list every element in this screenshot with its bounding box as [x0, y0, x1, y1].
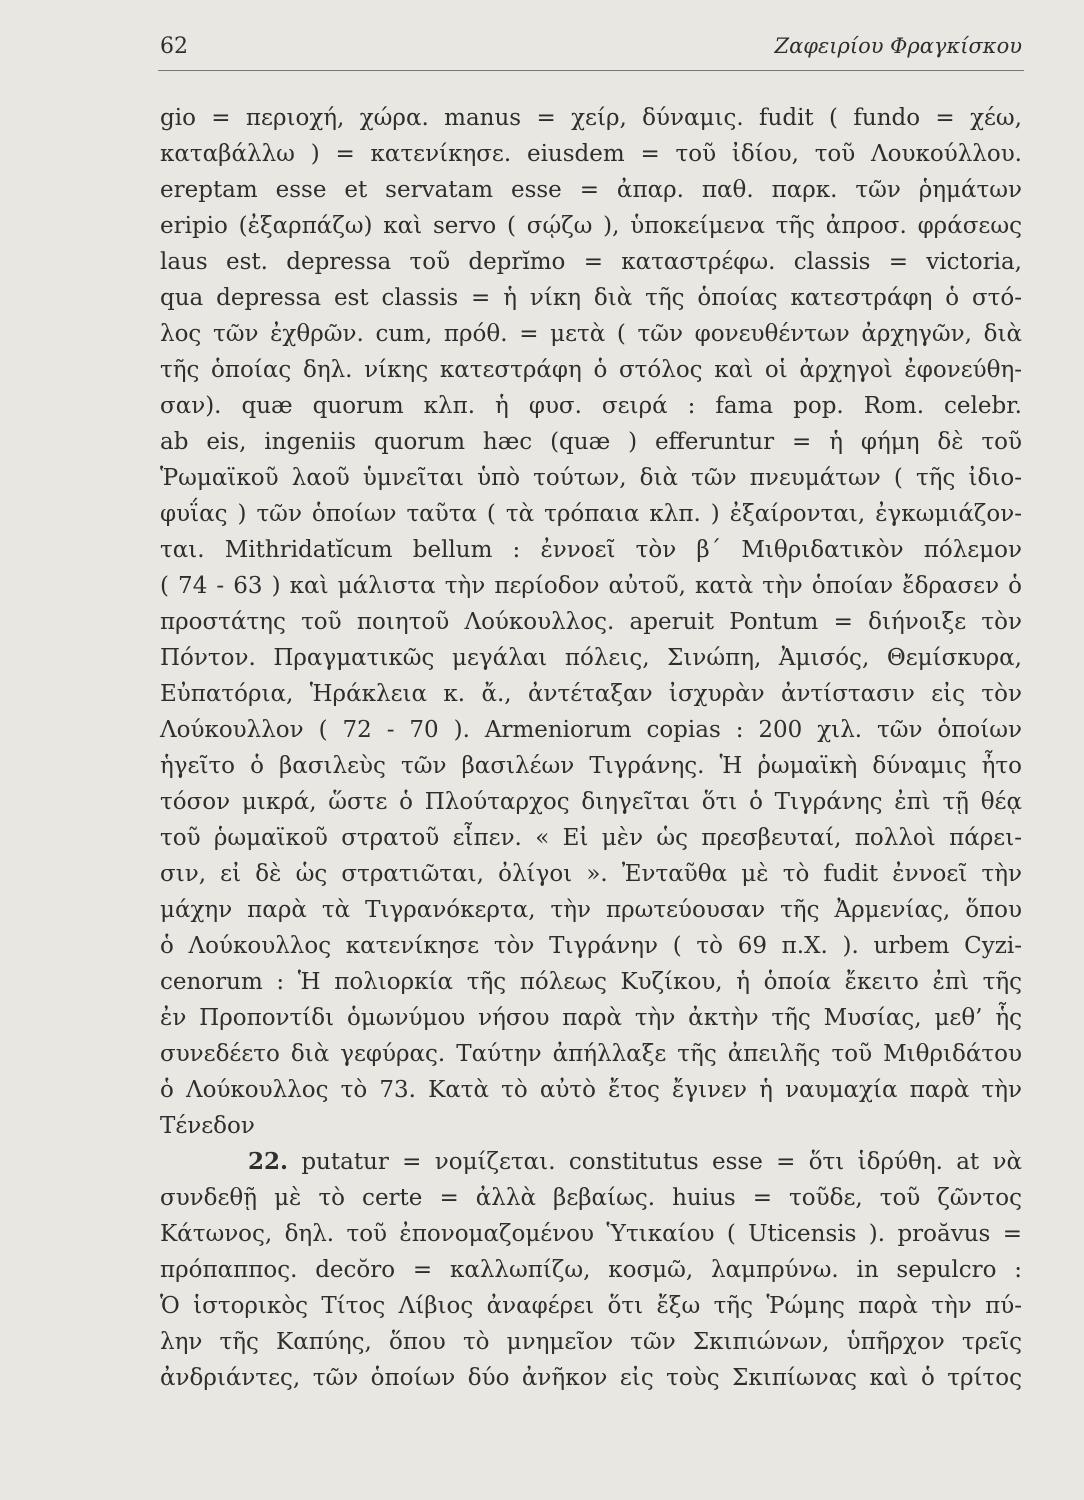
text-line: ( 74 - 63 ) καὶ μάλιστα τὴν περίοδον αὐτοῦ, κατὰ τὴν ὁποίαν ἔδρασεν ὁ [160, 573, 1022, 599]
text-line: λην τῆς Καπύης, ὅπου τὸ μνημεῖον τῶν Σκιπιώνων, ὑπῆρχον τρεῖς [160, 1329, 1022, 1355]
text-line: συνδεθῇ μὲ τὸ certe = ἀλλὰ βεβαίως. huius = τοῦδε, τοῦ ζῶντος [160, 1185, 1022, 1211]
text-line: ὁ Λούκουλλος τὸ 73. Κατὰ τὸ αὐτὸ ἔτος ἔγινεν ἡ ναυμαχία παρὰ τὴν [160, 1077, 1022, 1103]
text-line: ἡγεῖτο ὁ βασιλεὺς τῶν βασιλέων Τιγράνης. Ἡ ῥωμαϊκὴ δύναμις ἦτο [160, 753, 1022, 779]
text-line: Πόντον. Πραγματικῶς μεγάλαι πόλεις, Σινώπη, Ἀμισός, Θεμίσκυρα, [160, 645, 1022, 671]
text-line: σαν). quæ quorum κλπ. ἡ φυσ. σειρά : fama pop. Rom. celebr. [160, 393, 1022, 419]
text-line: ἐν Προποντίδι ὁμωνύμου νήσου παρὰ τὴν ἀκτὴν τῆς Μυσίας, μεθ’ ἧς [160, 1005, 1022, 1031]
text-line: ereptam esse et servatam esse = ἀπαρ. παθ. παρκ. τῶν ῥημάτων [160, 177, 1022, 203]
text-line [160, 1144, 1022, 1180]
text-line: σιν, εἰ δὲ ὡς στρατιῶται, ὀλίγοι ». Ἐνταῦθα μὲ τὸ fudit ἐννοεῖ τὴν [160, 861, 1022, 887]
text-line: προστάτης τοῦ ποιητοῦ Λούκουλλος. aperuit Pontum = διήνοιξε τὸν [160, 609, 1022, 635]
text-line: πρόπαππος. decŏro = καλλωπίζω, κοσμῶ, λαμπρύνω. in sepulcro : [160, 1257, 1022, 1283]
text-line: τῆς ὁποίας δηλ. νίκης κατεστράφη ὁ στόλος καὶ οἱ ἀρχηγοὶ ἐφονεύθη- [160, 357, 1022, 383]
text-line: qua depressa est classis = ἡ νίκη διὰ τῆς ὁποίας κατεστράφη ὁ στό- [160, 285, 1022, 311]
text-line: καταβάλλω ) = κατενίκησε. eiusdem = τοῦ ἰδίου, τοῦ Λουκούλλου. [160, 141, 1022, 167]
running-head: Ζαφειρίου Φραγκίσκου [774, 34, 1022, 58]
paragraph-notes-22 [160, 1144, 1022, 1396]
note-number: 22. [248, 1148, 289, 1175]
text-line: ὁ Λούκουλλος κατενίκησε τὸν Τιγράνην ( τὸ 69 π.Χ. ). urbem Cyzi- [160, 933, 1022, 959]
header-rule [158, 70, 1024, 71]
text-line: τοῦ ῥωμαϊκοῦ στρατοῦ εἶπεν. « Εἰ μὲν ὡς πρεσβευταί, πολλοὶ πάρει- [160, 825, 1022, 851]
text-line: cenorum : Ἡ πολιορκία τῆς πόλεως Κυζίκου, ἡ ὁποία ἔκειτο ἐπὶ τῆς [160, 969, 1022, 995]
line-text: putatur = νομίζεται. constitutus esse = ὅτι ἱδρύθη. at νὰ [301, 1149, 1022, 1175]
page-number: 62 [160, 34, 188, 59]
text-line: Ῥωμαϊκοῦ λαοῦ ὑμνεῖται ὑπὸ τούτων, διὰ τῶν πνευμάτων ( τῆς ἰδιο- [160, 465, 1022, 491]
text-line: gio = περιοχή, χώρα. manus = χείρ, δύναμις. fudit ( fundo = χέω, [160, 105, 1022, 131]
page-body [160, 100, 1022, 1396]
text-line: Εὐπατόρια, Ἡράκλεια κ. ἄ., ἀντέταξαν ἰσχυρὰν ἀντίστασιν εἰς τὸν [160, 681, 1022, 707]
text-line: ab eis, ingeniis quorum hæc (quæ ) efferuntur = ἡ φήμη δὲ τοῦ [160, 429, 1022, 455]
text-line: eripio (ἐξαρπάζω) καὶ servo ( σῴζω ), ὑποκείμενα τῆς ἀπροσ. φράσεως [160, 213, 1022, 239]
text-line: μάχην παρὰ τὰ Τιγρανόκερτα, τὴν πρωτεύουσαν τῆς Ἀρμενίας, ὅπου [160, 897, 1022, 923]
text-line: τόσον μικρά, ὥστε ὁ Πλούταρχος διηγεῖται ὅτι ὁ Τιγράνης ἐπὶ τῇ θέᾳ [160, 789, 1022, 815]
text-line: λος τῶν ἐχθρῶν. cum, πρόθ. = μετὰ ( τῶν φονευθέντων ἀρχηγῶν, διὰ [160, 321, 1022, 347]
text-line: ἀνδριάντες, τῶν ὁποίων δύο ἀνῆκον εἰς τοὺς Σκιπίωνας καὶ ὁ τρίτος [160, 1365, 1022, 1391]
text-line: ται. Mithridatĭcum bellum : ἐννοεῖ τὸν β΄ Μιθριδατικὸν πόλεμον [160, 537, 1022, 563]
text-line: συνεδέετο διὰ γεφύρας. Ταύτην ἀπήλλαξε τῆς ἀπειλῆς τοῦ Μιθριδάτου [160, 1041, 1022, 1067]
text-line: Λούκουλλον ( 72 - 70 ). Armeniorum copias : 200 χιλ. τῶν ὁποίων [160, 717, 1022, 743]
text-line: Κάτωνος, δηλ. τοῦ ἐπονομαζομένου Ὑτικαίου ( Uticensis ). proăvus = [160, 1221, 1022, 1247]
text-line: Ὁ ἱστορικὸς Τίτος Λίβιος ἀναφέρει ὅτι ἔξω τῆς Ῥώμης παρὰ τὴν πύ- [160, 1293, 1022, 1319]
text-line: φυΐας ) τῶν ὁποίων ταῦτα ( τὰ τρόπαια κλπ. ) ἐξαίρονται, ἐγκωμιάζον- [160, 501, 1022, 527]
paragraph-notes-21 [160, 100, 1022, 1144]
text-line: laus est. depressa τοῦ deprĭmo = καταστρέφω. classis = victoria, [160, 249, 1022, 275]
text-line: Τένεδον [160, 1113, 255, 1139]
